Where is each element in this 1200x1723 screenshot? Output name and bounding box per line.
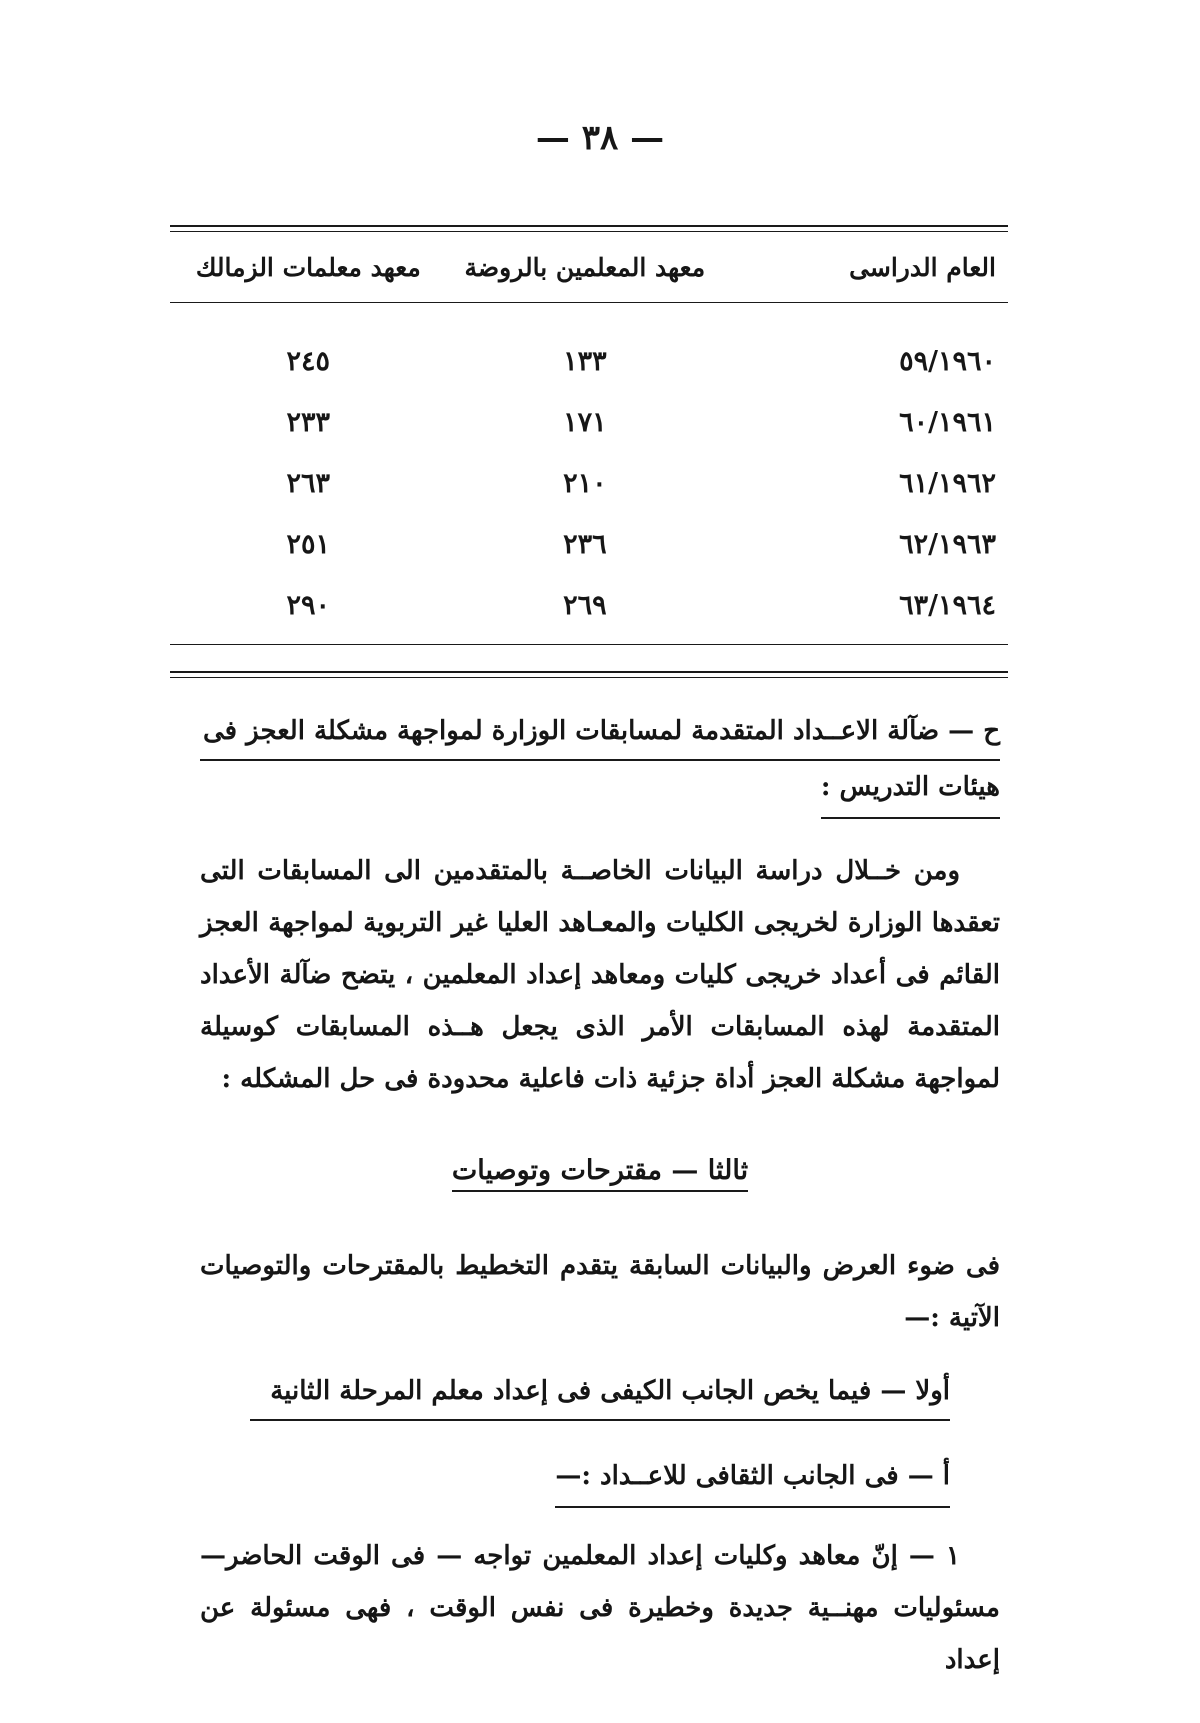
paragraph-3: ١ — إنّ معاهد وكليات إعداد المعلمين تواجه — فى الوقت الحاضر— مسئوليات مهنــية جديدة وخطيرة فى نفس الوقت ، فهى مسئولة عن إعداد <box>200 1541 1000 1675</box>
cell-rawda: ٢١٠ <box>563 468 607 499</box>
table-row <box>170 514 1008 575</box>
section-3-title: ثالثا — مقترحات وتوصيات <box>0 1155 1200 1192</box>
cell-year: ٦١/١٩٦٢ <box>899 468 996 499</box>
cell-year: ٦٢/١٩٦٣ <box>899 529 996 560</box>
header-rawda-institute: معهد المعلمين بالروضة <box>447 232 724 303</box>
cell-zamalek: ٢٣٣ <box>286 407 331 438</box>
subsection-1-heading: أولا — فيما يخص الجانب الكيفى فى إعداد معلم المرحلة الثانية <box>250 1365 950 1421</box>
cell-year: ٦٠/١٩٦١ <box>899 407 996 438</box>
statistics-table-container <box>170 225 1008 678</box>
cell-rawda: ١٣٣ <box>563 346 607 377</box>
table-row <box>170 453 1008 514</box>
table-row <box>170 392 1008 453</box>
cell-rawda: ٢٦٩ <box>447 575 724 645</box>
statistics-table <box>170 232 1008 645</box>
table-header-row <box>170 232 1008 303</box>
cell-zamalek: ٢٤٥ <box>286 346 331 377</box>
cell-year: ٦٣/١٩٦٤ <box>723 575 1008 645</box>
section-h-heading <box>200 705 1000 819</box>
cell-zamalek: ٢٩٠ <box>170 575 447 645</box>
cell-zamalek: ٢٦٣ <box>286 468 331 499</box>
table-bottom-rule <box>170 671 1008 678</box>
cell-rawda: ٢٣٦ <box>563 529 607 560</box>
cell-rawda: ١٧١ <box>563 407 607 438</box>
table-row <box>170 575 1008 645</box>
section-h-line1: ح — ضآلة الاعــداد المتقدمة لمسابقات الوزارة لمواجهة مشكلة العجز فى <box>200 705 1000 761</box>
header-academic-year: العام الدراسى <box>723 232 1008 303</box>
section-h-line2: هيئات التدريس : <box>821 761 1000 819</box>
table-top-rule <box>170 225 1008 232</box>
cell-year: ٥٩/١٩٦٠ <box>899 346 996 377</box>
paragraph-2: فى ضوء العرض والبيانات السابقة يتقدم التخطيط بالمقترحات والتوصيات الآتية :— <box>200 1251 1000 1333</box>
cell-zamalek: ٢٥١ <box>286 529 331 560</box>
page-number: — ٣٨ — <box>535 118 665 158</box>
paragraph-1: ومن خــلال دراسة البيانات الخاصــة بالمتقدمين الى المسابقات التى تعقدها الوزارة لخريجى الكليات والمعـاهد العليا غير التربوية لمواجهة العجز القائم فى أعداد خريجى كليات ومعاهد إعداد المعلمين ، يتضح ضآلة الأعداد المتقدمة لهذه المسابقات الأمر الذى يجعل هــذه المسابقات كوسيلة لمواجهة مشكلة العجز أداة جزئية ذات فاعلية محدودة فى حل المشكله : <box>200 856 1000 1094</box>
header-zamalek-institute: معهد معلمات الزمالك <box>170 232 447 303</box>
subsection-a-heading: أ — فى الجانب الثقافى للاعــداد :— <box>250 1450 950 1508</box>
table-row <box>170 303 1008 393</box>
